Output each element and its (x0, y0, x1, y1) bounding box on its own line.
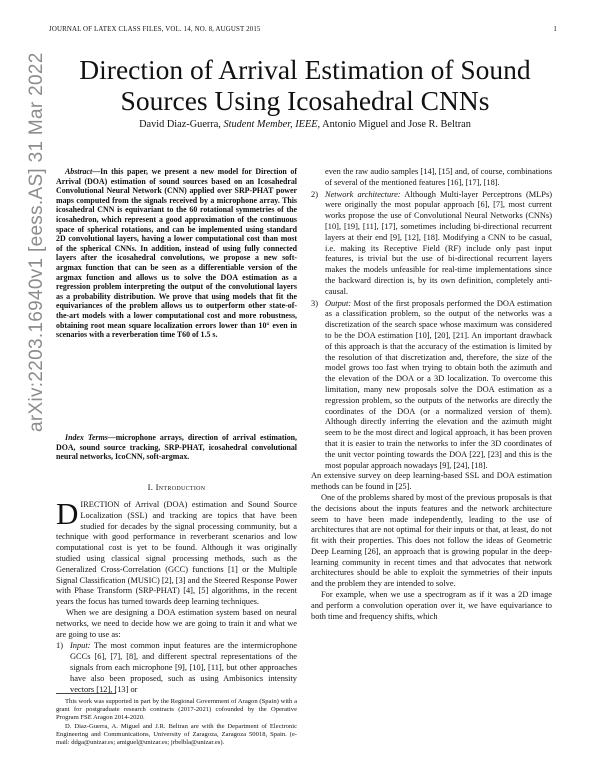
list-number: 3) (311, 298, 318, 308)
index-terms-text: —microphone arrays, direction of arrival estimation, DOA, sound source tracking, SRP-PHAT, icosahedral convolutional neural networks, IcoCNN, soft-argmax. (56, 433, 297, 462)
list-item-label: Network architecture: (325, 189, 401, 199)
section-number: I. (147, 482, 154, 492)
running-header (49, 26, 557, 33)
list-number: 2) (311, 189, 318, 199)
header-page-number: 1 (553, 26, 557, 33)
abstract-text: —In this paper, we present a new model for Direction of Arrival (DOA) estimation of sound sources based on an Icosahedral Convolutional Neural Network (CNN) applied over SRP-PHAT power maps computed from the signals received by a microphone array. This icosahedral CNN is equivariant to the 60 rotational symmetries of the icosahedron, which represent a good approximation of the continuous space of spherical rotations, and can be implemented using standard 2D convolutional layers, having a lower computational cost than most of the spherical CNNs. In addition, instead of using fully connected layers after the icosahedral convolutions, we propose a new soft-argmax function that can be seen as a differentiable version of the argmax function and allows us to solve the DOA estimation as a regression problem interpreting the output of the convolutional layers as a probability distribution. We prove that using models that fit the equivariances of the problem allows us to outperform other state-of-the-art models with a lower computational cost and more robustness, obtaining root mean square localization errors lower than 10° even in scenarios with a reverberation time T60 of 1.5 s. (56, 167, 297, 340)
journal-line: JOURNAL OF LATEX CLASS FILES, VOL. 14, NO. 8, AUGUST 2015 (49, 26, 261, 33)
footnote-affiliation: D. Diaz-Guerra, A. Miguel and J.R. Beltran are with the Department of Electronic Engineering and Communications, University of Zaragoza, Zaragoza 50018, Spain. (e-mail: ddga@unizar.es; amiguel@unizar.es; jrbelbla@unizar.es). (56, 723, 297, 746)
list-item-text: The most common input features are the intermicrophone GCCs [6], [7], [8], and different spectral representations of the signals from each microphone [9], [10], [11], but other approaches have also been proposed, such as using Ambisonics intensity vectors [12], [13] or (70, 641, 297, 694)
intro-paragraph-2: When we are designing a DOA estimation system based on neural networks, we need to decide how we are going to train it and what we are going to use as: (56, 607, 297, 639)
list-item-label: Output: (325, 298, 352, 308)
author-1-membership: Student Member, IEEE, (223, 119, 321, 130)
list-item-architecture (311, 190, 552, 298)
paragraph-problems: One of the problems shared by most of the previous proposals is that the decisions about the inputs features and the network architecture seem to have been made independently, leading to the use of architectures that are not optimal for their inputs or that, at least, do not fit with their properties. This does not follow the ideas of Geometric Deep Learning [26], an approach that is growing popular in the deep-learning community in recent times and that advocates that network architectures should be able to exploit the symmetries of their inputs and the problem they are intended to solve. (311, 492, 552, 589)
section-title: Introduction (155, 482, 206, 492)
intro-paragraph-1 (56, 496, 297, 608)
list-item-output (311, 299, 552, 472)
arxiv-identifier: arXiv:2203.16940v1 [eess.AS] 31 Mar 2022 (26, 52, 47, 432)
author-line (40, 119, 570, 130)
right-column-body (311, 167, 552, 622)
list-number: 1) (56, 641, 63, 651)
list-item-label: Input: (70, 641, 91, 651)
index-terms-label: Index Terms (65, 433, 108, 442)
list-item-input (56, 641, 297, 695)
other-authors: Antonio Miguel and Jose R. Beltran (322, 119, 471, 130)
author-1: David Diaz-Guerra, (139, 119, 221, 130)
paper-title: Direction of Arrival Estimation of Sound Sources Using Icosahedral CNNs (79, 54, 531, 116)
drop-cap: D (56, 496, 79, 531)
paragraph-example: For example, when we use a spectrogram as if it was a 2D image and perform a convolution operation over it, we have equivariance to both time and frequency shifts, which (311, 590, 552, 621)
list-item-text: Most of the first proposals performed the DOA estimation as a classification problem, so the output of the networks was a discretization of the search space whose maximum was considered to be the DOA estimation [10], [20], [21]. An important drawback of this approach is that the accuracy of the estimation is limited by the resolution of that discretization and, therefore, the size of the model grows too fast when trying to obtain both the azimuth and the elevation of the DOA or a 3D localization. To overcome this limitation, many new proposals solve the DOA estimation as a regression problem, so the outputs of the networks are directly the coordinates of the DOA (or a normalized version of them). Although directly inferring the elevation and the azimuth might seem to be the most direct and logical approach, it has been proven that it is easier to train the networks to infer the 3D coordinates of the unit vector pointing towards the DOA [22], [23] and this is the most popular approach nowadays [9], [24], [18]. (325, 298, 552, 470)
index-terms (56, 433, 297, 462)
footnote-rule (56, 693, 116, 694)
footnote-funding: This work was supported in part by the Regional Government of Aragon (Spain) with a grant for postgraduate research contracts (2017-2021) cofounded by the Operative Program FSE Aragon 2014-2020. (56, 698, 297, 721)
introduction-body (56, 496, 297, 695)
list-item-continuation: even the raw audio samples [14], [15] and, of course, combinations of several of the mentioned features [16], [17], [18]. (325, 167, 552, 187)
section-heading-introduction (56, 482, 297, 492)
abstract-label: Abstract (65, 167, 93, 176)
paragraph-survey: An extensive survey on deep learning-based SSL and DOA estimation methods can be found in [25]. (311, 471, 552, 492)
list-item-text: Although Multi-layer Perceptrons (MLPs) were originally the most popular approach [6], [7], most current works propose the use of Convolutional Neural Networks (CNNs) [10], [19], [11], [17], sometimes including bi-directional recurrent layers at their end [9], [12], [18]. Modifying a CNN to be casual, i.e. making its Receptive Field (RF) include only past input features, is trivial but the use of bi-directional recurrent layers makes the models unfeasible for real-time implementations since the backward direction is, by its own definition, completely anti-causal. (325, 189, 552, 296)
abstract (56, 167, 297, 340)
footnotes (56, 698, 297, 748)
intro-paragraph-1-text: IRECTION of Arrival (DOA) estimation and Sound Source Localization (SSL) and tracking are topics that have been studied for decades by the signal processing community, but a technique with good performance in reverberant scenarios and low computational cost is yet to be found. Although it was originally studied using classical signal processing methods, such as the Generalized Cross-Correlation (GCC) functions [1] or the Multiple Signal Classification (MUSIC) [2], [3] and the Steered Response Power with Phase Transform (SRP-PHAT) [4], [5] algorithms, in the recent years the focus has turned towards deep learning techniques. (56, 500, 297, 607)
